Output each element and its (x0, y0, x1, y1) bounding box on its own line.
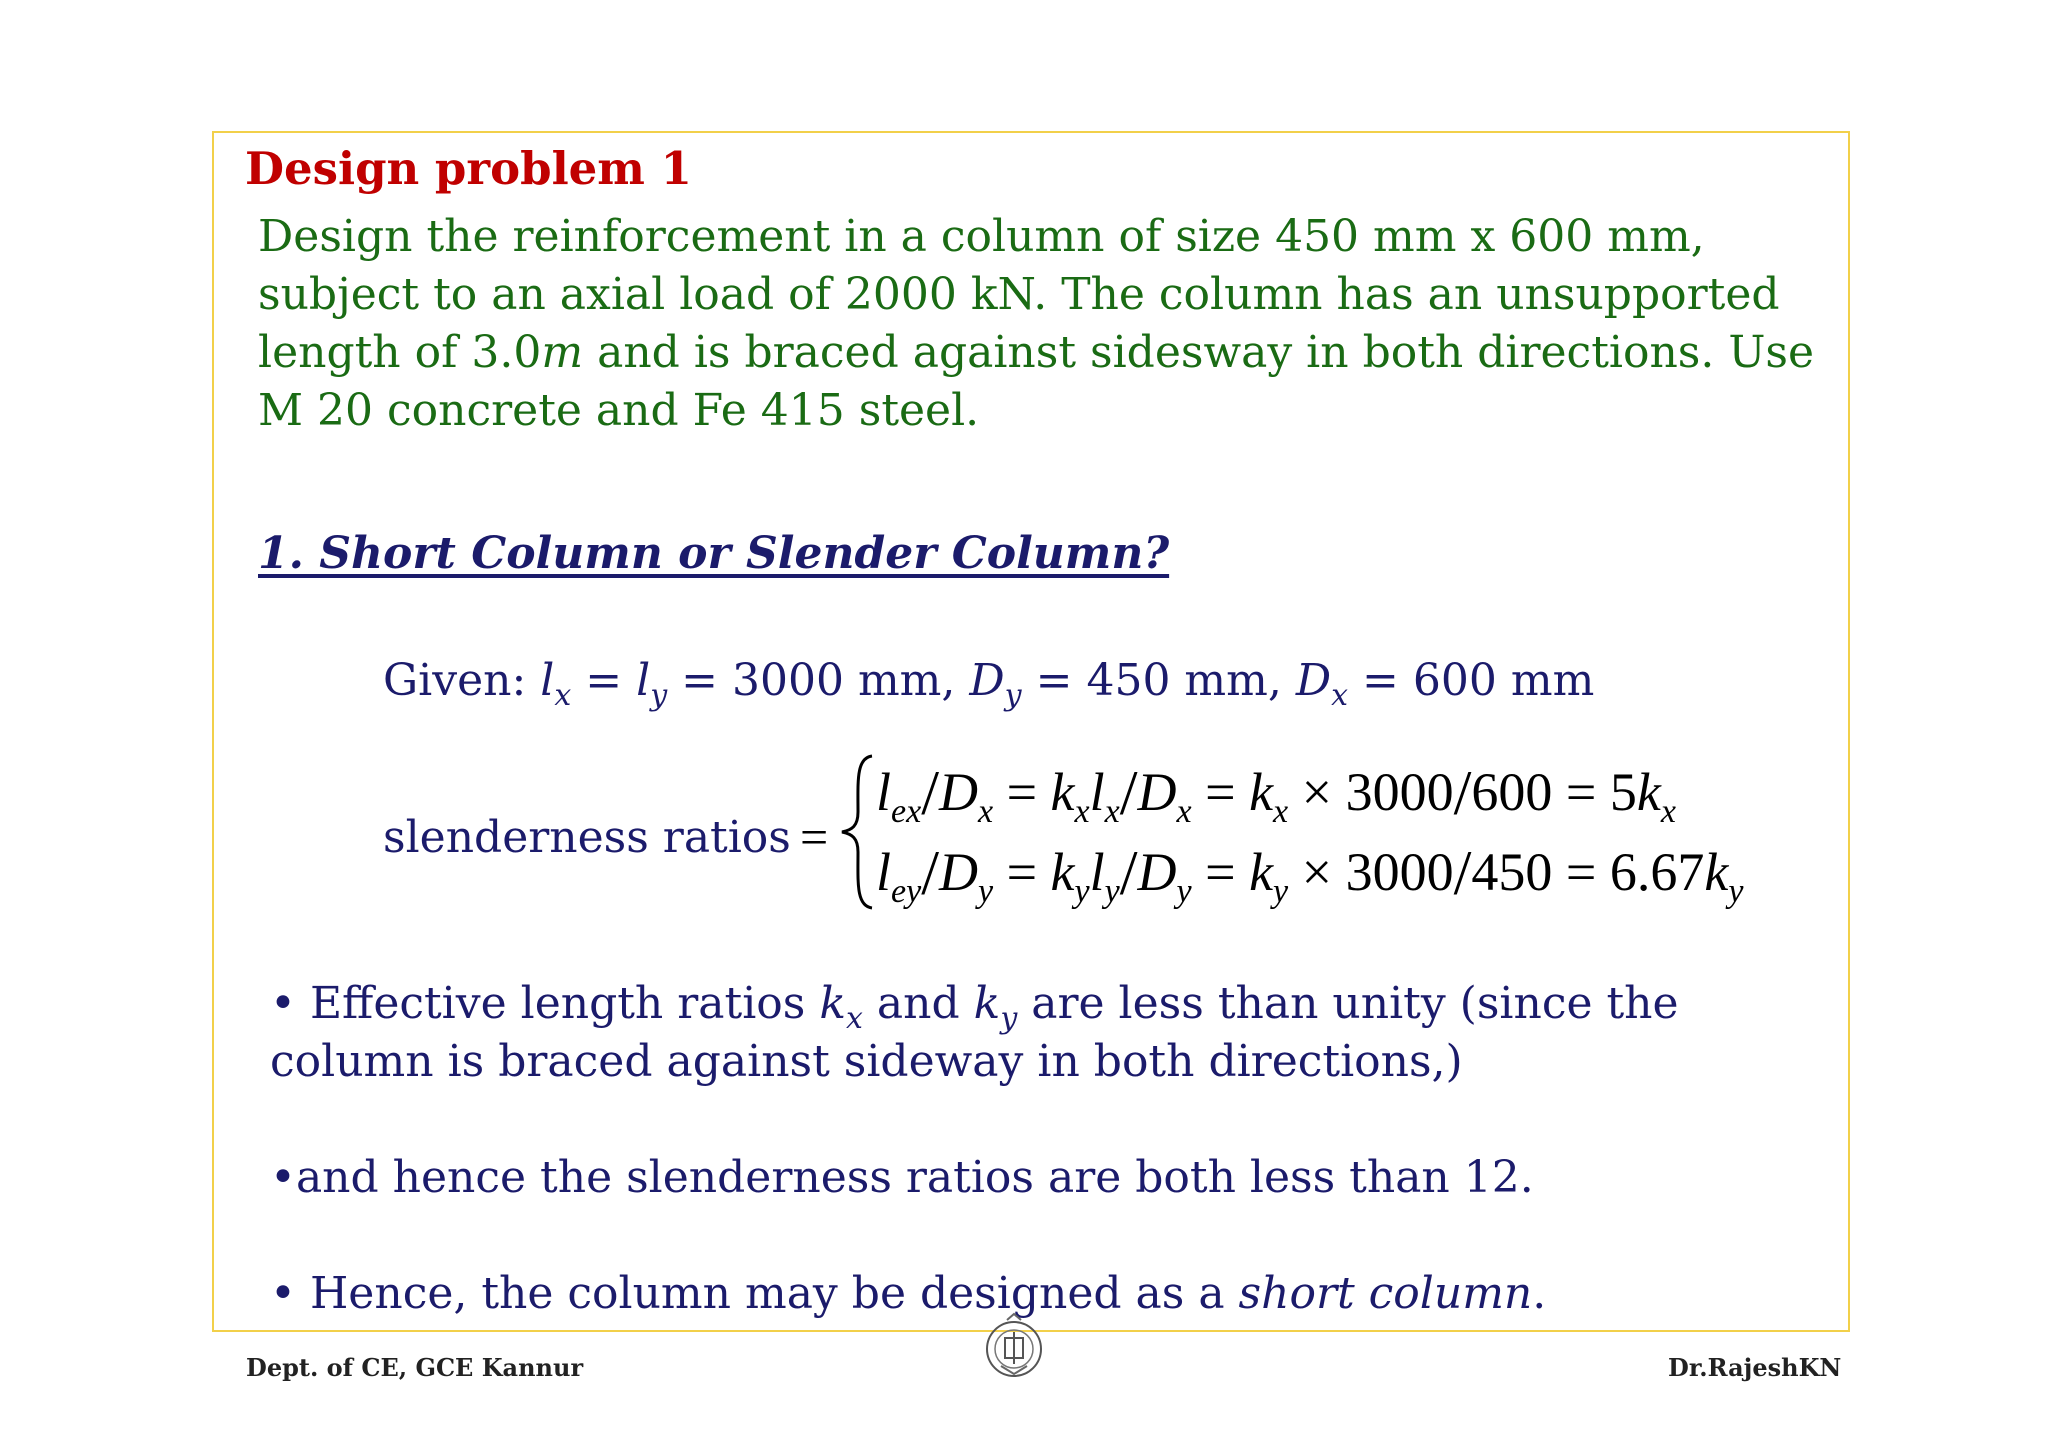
f2-c1-sub: y (1074, 873, 1090, 910)
b1-post: are less than unity (since the column is braced against sideway in both directions,) (270, 978, 1679, 1087)
f2-d-sub: y (1176, 873, 1192, 910)
sym-dy: D (969, 655, 1005, 706)
bullet-effective-length (270, 975, 1840, 1091)
f1-res-sub: x (1660, 793, 1676, 830)
f2-res: 6.67 (1609, 842, 1705, 902)
footer-department: Dept. of CE, GCE Kannur (246, 1353, 584, 1382)
b1-kx-sub: x (846, 1001, 863, 1036)
sym-lx: l (540, 655, 555, 706)
bullet-list (270, 975, 1840, 1323)
bullet-slenderness: •and hence the slenderness ratios are both less than 12. (270, 1152, 1534, 1203)
f2-c2-sub: y (1104, 873, 1120, 910)
problem-line-2: subject to an axial load of 2000 kN. The column has an unsupported (258, 269, 1780, 320)
f1-slash-2: / (1119, 757, 1138, 828)
given-eq3: = 450 mm, (1021, 655, 1296, 706)
f1-e-sub: x (1273, 793, 1289, 830)
f2-d: D (1137, 842, 1177, 902)
f2-e: k (1249, 842, 1274, 902)
f1-c2: l (1089, 762, 1105, 822)
f2-den: 450 (1471, 842, 1553, 902)
f1-b-sub: x (977, 793, 994, 830)
problem-line-3-rest: and is braced against sidesway in both directions. Use (597, 327, 1815, 378)
bullet-short-column (270, 1265, 1840, 1323)
formula-y: $l_{ey}/D_y = k_yl_y/D_y = k_y \times 3000/450 = 6.67k_y$ (876, 837, 1744, 910)
f1-b: D (938, 762, 978, 822)
sym-dx: D (1295, 655, 1332, 706)
f1-den: 600 (1471, 762, 1553, 822)
problem-line-4: M 20 concrete and Fe 415 steel. (258, 385, 980, 436)
f2-b: D (938, 842, 978, 902)
sym-ly: l (636, 655, 651, 706)
f2-res-k: k (1704, 842, 1729, 902)
slenderness-label: slenderness ratios (383, 812, 791, 863)
f1-c1: k (1050, 762, 1075, 822)
b1-mid: and (862, 978, 974, 1029)
f2-slash-1: / (921, 837, 939, 908)
f1-a-sub: ex (891, 793, 922, 830)
formula-x: $l_{ex}/D_x = k_xl_x/D_x = k_x \times 3000/600 = 5k_x$ (876, 757, 1676, 830)
b1-pre: • Effective length ratios (270, 978, 820, 1029)
left-brace-icon (838, 752, 878, 912)
f2-a-sub: ey (891, 873, 922, 910)
f1-d: D (1137, 762, 1177, 822)
f2-slash-2: / (1119, 837, 1138, 908)
f2-a: l (876, 842, 892, 902)
f1-res: 5 (1609, 762, 1637, 822)
b3-post: . (1532, 1268, 1547, 1319)
given-eq4: = 600 mm (1348, 655, 1595, 706)
given-values (383, 655, 1595, 713)
sub-ly: y (650, 678, 668, 713)
given-label: Given: (383, 655, 541, 706)
given-eq1: = (571, 655, 637, 706)
sub-lx: x (554, 678, 572, 713)
b1-ky: k (973, 978, 1001, 1029)
f1-slash-3: / (1453, 757, 1472, 828)
problem-statement (258, 208, 1818, 440)
problem-line-1: Design the reinforcement in a column of size 450 mm x 600 mm, (258, 211, 1705, 262)
b1-kx: k (819, 978, 847, 1029)
b3-em: short column (1238, 1268, 1533, 1319)
f1-res-k: k (1636, 762, 1661, 822)
b1-ky-sub: y (1000, 1001, 1018, 1036)
f1-c1-sub: x (1074, 793, 1090, 830)
sub-dy: y (1004, 678, 1022, 713)
f2-c1: k (1050, 842, 1075, 902)
sub-dx: x (1331, 678, 1349, 713)
problem-line-3 (258, 324, 1818, 382)
footer-author: Dr.RajeshKN (1668, 1353, 1842, 1382)
college-emblem-icon (983, 1312, 1045, 1386)
f1-a: l (876, 762, 892, 822)
f1-d-sub: x (1176, 793, 1192, 830)
length-value: length of 3.0 (258, 327, 542, 378)
section-heading: 1. Short Column or Slender Column? (258, 528, 1170, 579)
f1-e: k (1249, 762, 1274, 822)
b3-pre: • Hence, the column may be designed as a (270, 1268, 1239, 1319)
f2-res-sub: y (1728, 873, 1744, 910)
slide-title: Design problem 1 (245, 142, 692, 195)
length-unit: m (541, 327, 584, 378)
f2-c2: l (1089, 842, 1105, 902)
f1-c2-sub: x (1104, 793, 1120, 830)
f1-num: 3000 (1345, 762, 1454, 822)
f2-num: 3000 (1345, 842, 1454, 902)
f2-slash-3: / (1453, 837, 1472, 908)
f2-e-sub: y (1273, 873, 1289, 910)
slenderness-equals: = (800, 809, 829, 865)
f2-b-sub: y (977, 873, 994, 910)
given-eq2: = 3000 mm, (667, 655, 970, 706)
f1-slash-1: / (921, 757, 939, 828)
